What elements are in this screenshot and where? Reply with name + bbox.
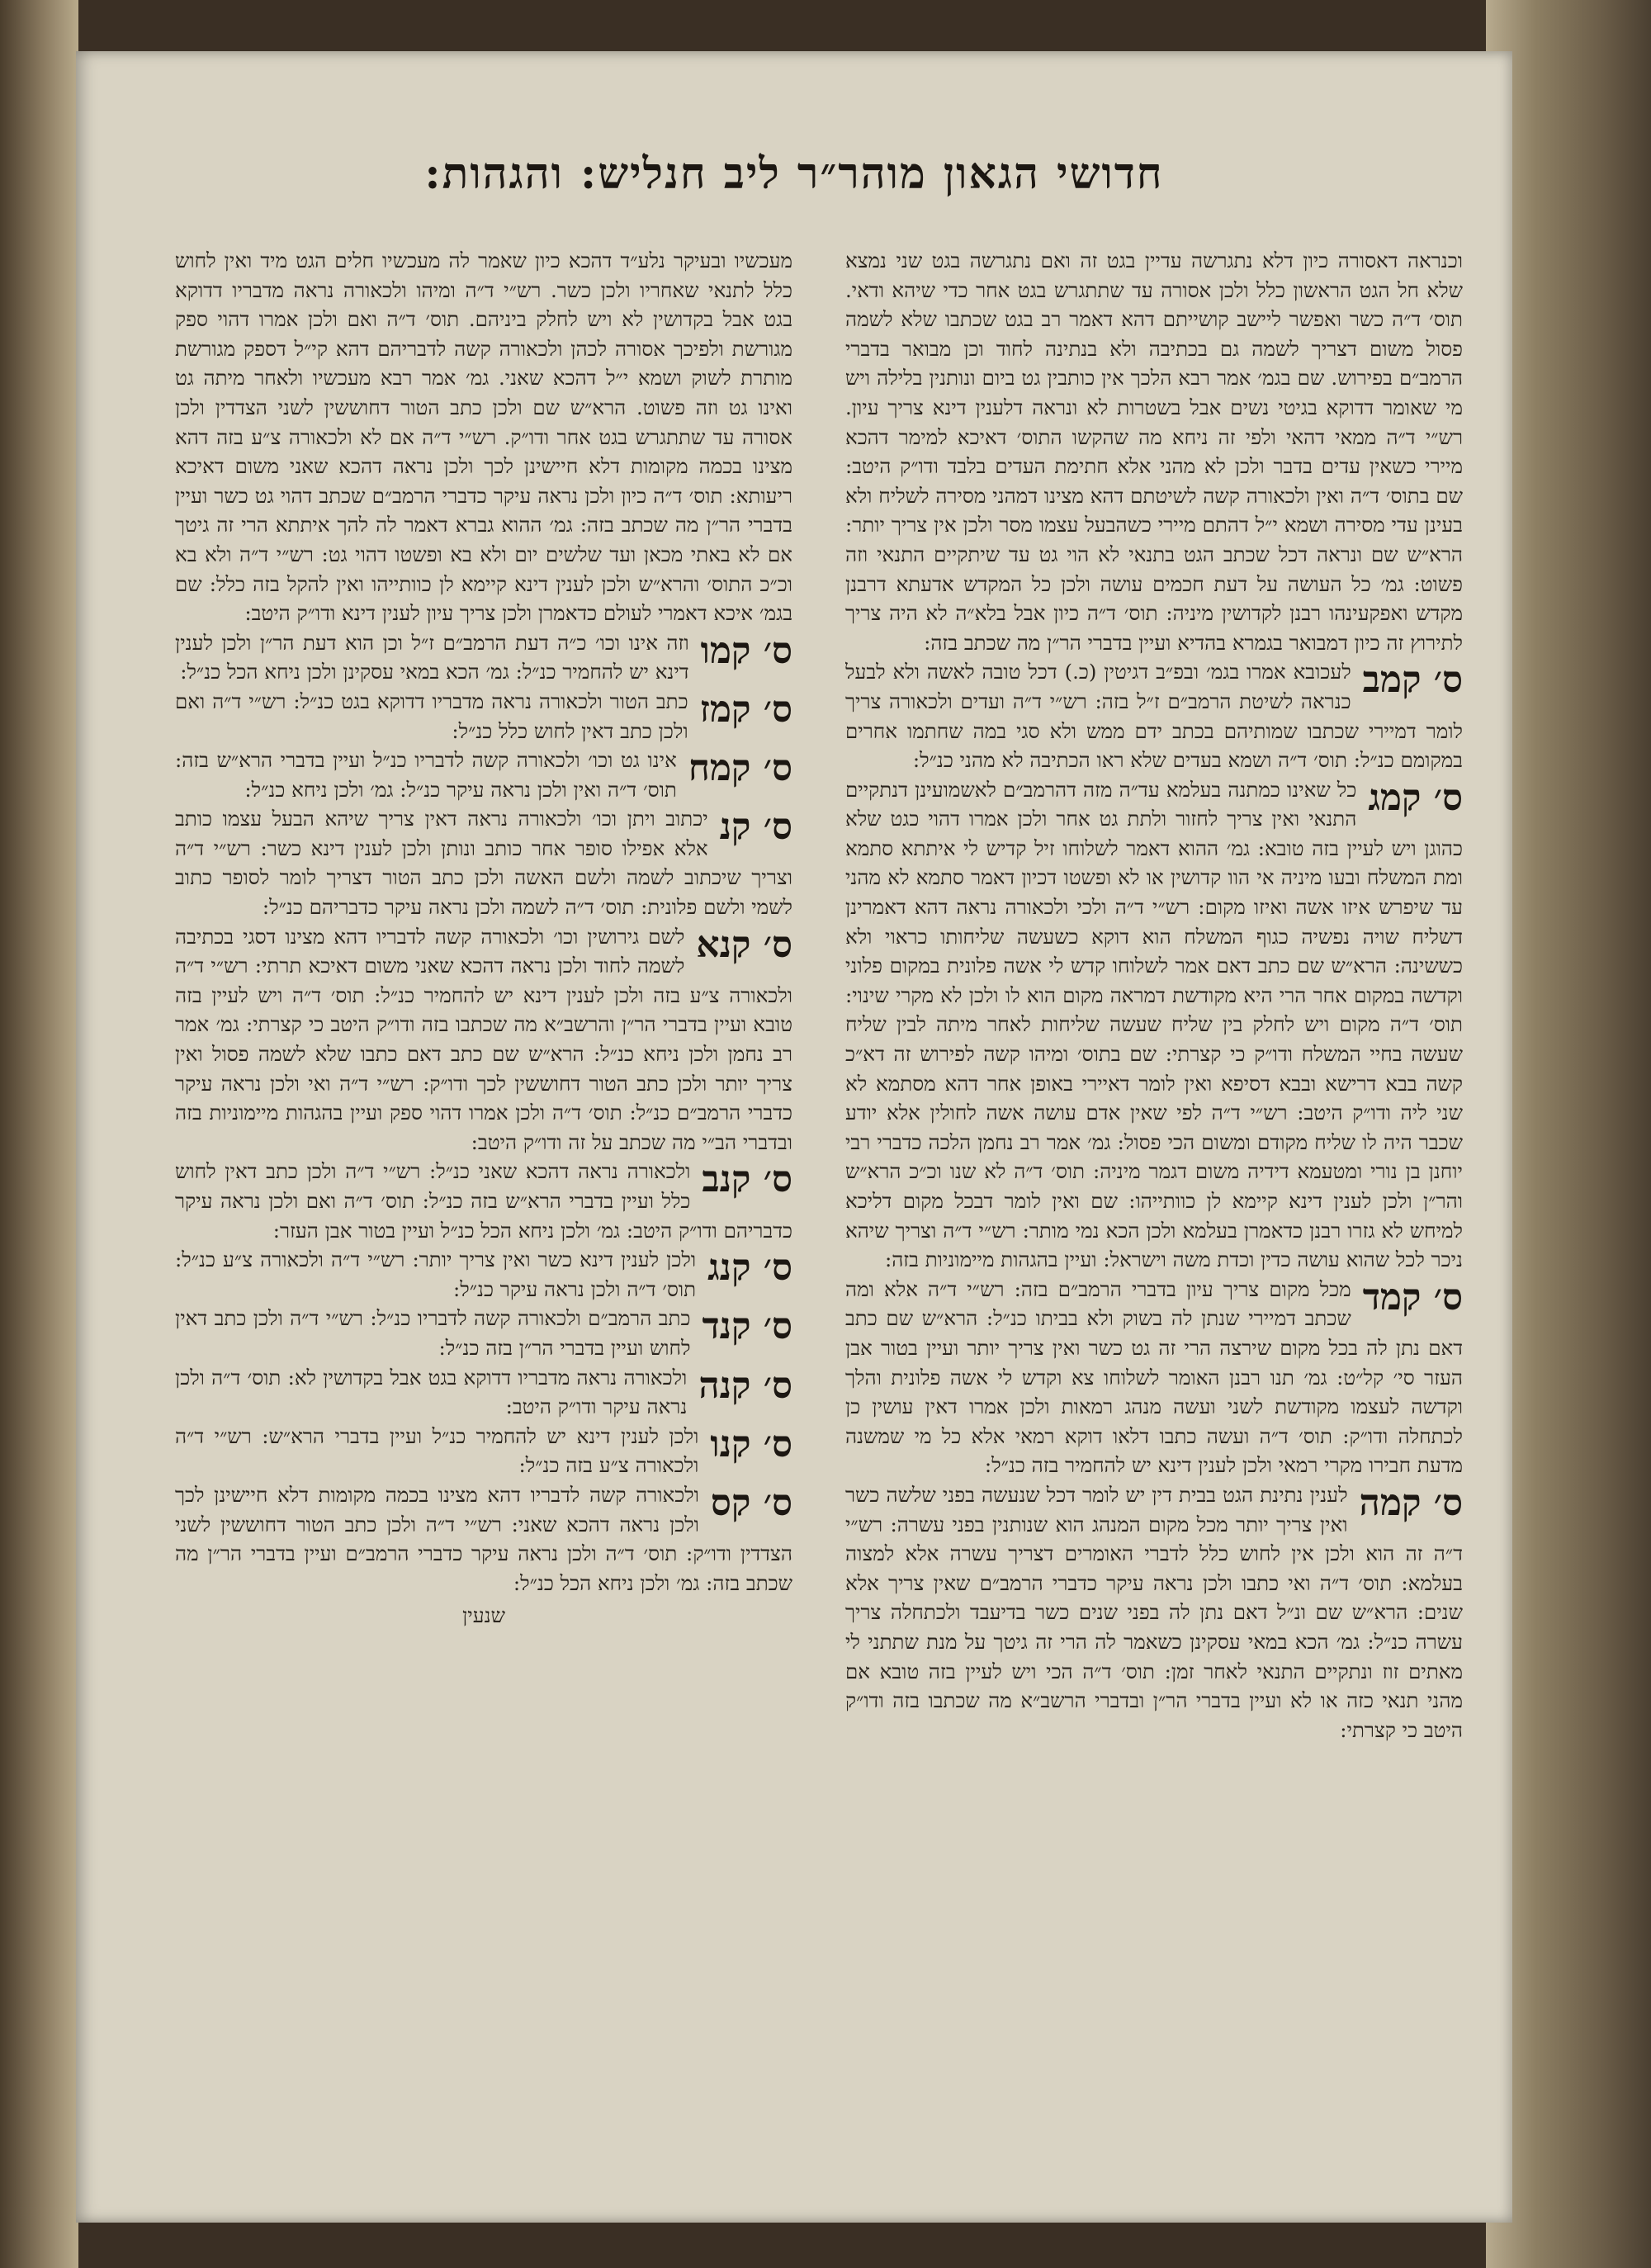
section-label: ס׳ קמב (1362, 659, 1463, 702)
section-143 (845, 775, 1463, 1275)
section-label: ס׳ קמו (700, 629, 792, 672)
right-column (845, 246, 1463, 2186)
section-label: ס׳ קמה (1359, 1481, 1463, 1524)
section-text: לעכובא אמרו בגמ׳ ובפ״ב דגיטין (כ.) דכל טובה לאשה ולא לבעל כנראה לשיטת הרמב״ם ז״ל בזה: רש״י ד״ה ועדים ולכאורה צריך לומר דמיירי שכתבו שמותיהם בכתב ידם ממש ולא סגי במה שחתמו אחרים במקומם כנ״ל: תוס׳ ד״ה ושמא בעדים שלא ראו הכתיבה לא מהני כנ״ל: (845, 660, 1463, 773)
section-label: ס׳ קנד (702, 1305, 792, 1348)
section-text: ולכאורה נראה דהכא שאני כנ״ל: רש״י ד״ה ולכן כתב דאין לחוש כלל ועיין בדברי הרא״ש בזה כנ״ל: תוס׳ ד״ה ואם ולכן נראה עיקר כדבריהם ודו״ק היטב: גמ׳ ולכן ניחא הכל כנ״ל ועיין בטור אבן העזר: (175, 1159, 792, 1243)
section-151 (175, 922, 792, 1158)
section-text: יכתוב ויתן וכו׳ ולכאורה נראה דאין צריך שיהא הבעל עצמו כותב אלא אפילו סופר אחר כותב ונותן ולכן לענין דינא כשר: רש״י ד״ה וצריך שיכתוב לשמה ולשם האשה ולכן כתב הטור דצריך לומר לסופר כתוב לשמי ולשם פלונית: תוס׳ ד״ה לשמה ולכן נראה עיקר כדבריהם כנ״ל: (175, 807, 792, 920)
section-148 (175, 746, 792, 804)
section-147 (175, 687, 792, 746)
book-binding-left (0, 0, 78, 2268)
left-column-intro: מעכשיו ובעיקר נלע״ד דהכא כיון שאמר לה מעכשיו חלים הגט מיד ואין לחוש כלל לתנאי שאחריו ולכן כשר. רש״י ד״ה ומיהו ולכאורה נראה מדבריו דדוקא בגט אבל בקדושין לא ויש לחלק ביניהם. תוס׳ ד״ה ואם ולכן אמרו דהוי ספק מגורשת ולפיכך אסורה לכהן ולכאורה קשה לדבריהם דהא קי״ל דספק מגורשת מותרת לשוק ושמא י״ל דהכא שאני. גמ׳ אמר רבא מעכשיו ולאחר מיתה גט ואינו גט וזה פשוט. הרא״ש שם ולכן כתב הטור דחוששין לשני הצדדין ולכן אסורה עד שתתגרש בגט אחר ודו״ק. רש״י ד״ה אם לא ולכאורה צ״ע בזה דהא מצינו בכמה מקומות דלא חיישינן לכך ולכן נראה דהכא שאני משום דאיכא ריעותא: תוס׳ ד״ה כיון ולכן נראה עיקר כדברי הרמב״ם שכתב דהוי גט כשר ועיין בדברי הר״ן מה שכתב בזה: גמ׳ ההוא גברא דאמר לה להך איתתא הרי זה גיטך אם לא באתי מכאן ועד שלשים יום ולא בא ופשטו דהוי גט: רש״י ד״ה ולא בא וכ״כ התוס׳ והרא״ש ולכן לענין דינא קיימא לן כוותייהו ואין להקל בזה כלל: שם בגמ׳ איכא דאמרי לעולם כדאמרן ולכן צריך עיון לענין דינא ודו״ק היטב: (175, 249, 792, 626)
section-text: ולכן לענין דינא כשר ואין צריך יותר: רש״י ד״ה ולכאורה צ״ע כנ״ל: תוס׳ ד״ה ולכן נראה עיקר כנ״ל: (175, 1248, 697, 1301)
section-text: לשם גירושין וכו׳ ולכאורה קשה לדבריו דהא מצינו דסגי בכתיבה לשמה לחוד ולכן נראה דהכא שאני משום דאיכא תרתי: רש״י ד״ה ולכאורה צ״ע בזה ולכן לענין דינא יש להחמיר כנ״ל: תוס׳ ד״ה ויש לעיין בזה טובא ועיין בדברי הר״ן והרשב״א מה שכתבו בזה ודו״ק היטב כי קצרתי: גמ׳ אמר רב נחמן ולכן ניחא כנ״ל: הרא״ש שם כתב דאם כתבו שלא לשמה פסול ואין צריך יותר ולכן כתב הטור דחוששין לכך ודו״ק: רש״י ד״ה ואי ולכן נראה עיקר כדברי הרמב״ם כנ״ל: תוס׳ ד״ה ולכן אמרו דהוי ספק ועיין בהגהות מיימוניות בזה ובדברי הב״י מה שכתב על זה ודו״ק היטב: (175, 924, 792, 1154)
section-label: ס׳ קמח (688, 747, 792, 790)
section-label: ס׳ קמז (699, 688, 792, 731)
section-153 (175, 1245, 792, 1304)
catchword: שנעין (462, 1603, 505, 1628)
section-142 (845, 657, 1463, 774)
section-155 (175, 1363, 792, 1422)
section-text: מכל מקום צריך עיון בדברי הרמב״ם בזה: רש״י ד״ה אלא ומה שכתב דמיירי שנתן לה בשוק ולא בביתו כנ״ל: הרא״ש שם כתב דאם נתן לה בכל מקום שירצה הרי זה גט כשר ואין צריך יותר ועיין בטור אבן העזר סי׳ קל״ט: גמ׳ תנו רבנן האומר לשלוחו צא וקדש לי אשה פלונית והלך וקדשה לעצמו מקודשת לשני ועשה מנהג רמאות ולכן אמרו דאין עושין כן לכתחלה ודו״ק: תוס׳ ד״ה ועשה כתבו דלאו דוקא רמאי אלא כל מי שמשנה מדעת חבירו מקרי רמאי ולכן לענין דינא יש להחמיר בזה כנ״ל: (845, 1276, 1463, 1478)
section-label: ס׳ קנא (696, 923, 792, 966)
section-146 (175, 628, 792, 687)
section-145 (845, 1480, 1463, 1745)
section-label: ס׳ קנה (698, 1364, 792, 1407)
section-label: ס׳ קס (710, 1481, 792, 1524)
left-column (175, 246, 792, 2186)
section-144 (845, 1275, 1463, 1480)
section-text: כתב הרמב״ם ולכאורה קשה לדבריו כנ״ל: רש״י ד״ה ולכן כתב דאין לחוש ועיין בדברי הר״ן בזה כנ״ל: (175, 1306, 691, 1360)
section-text: אינו גט וכו׳ ולכאורה קשה לדבריו כנ״ל ועיין בדברי הרא״ש בזה: תוס׳ ד״ה ואין ולכן נראה עיקר כנ״ל: גמ׳ ולכן ניחא כנ״ל: (175, 748, 677, 802)
section-label: ס׳ קנ (719, 806, 792, 849)
section-text: ולכן לענין דינא יש להחמיר כנ״ל ועיין בדברי הרא״ש: רש״י ד״ה ולכאורה צ״ע בזה כנ״ל: (175, 1423, 699, 1478)
section-text: כתב הטור ולכאורה נראה מדבריו דדוקא בגט כנ״ל: רש״י ד״ה ואם ולכן כתב דאין לחוש כלל כנ״ל: (175, 689, 688, 743)
section-label: ס׳ קמד (1362, 1276, 1463, 1319)
section-text: וזה אינו וכו׳ כ״ה דעת הרמב״ם ז״ל וכן הוא דעת הר״ן ולכן לענין דינא יש להחמיר כנ״ל: גמ׳ הכא במאי עסקינן ולכן ניחא הכל כנ״ל: (175, 630, 689, 684)
page-title: חדושי הגאון מוהר״ר ליב חנליש: והגהות: (424, 149, 1164, 199)
section-156 (175, 1422, 792, 1480)
section-150 (175, 804, 792, 921)
right-column-intro: וכנראה דאסורה כיון דלא נתגרשה עדיין בגט זה ואם נתגרשה בגט שני נמצא שלא חל הגט הראשון כלל ולכן אסורה עד שתתגרש בגט אחר כדי שיהא ודאי. תוס׳ ד״ה כשר ואפשר ליישב קושייתם דהא דאמר רב בגט שכתבו שלא לשמה פסול משום דצריך לשמה גם בכתיבה ולא בנתינה לחוד וכן מבואר בדברי הרמב״ם בפירוש. שם בגמ׳ אמר רבא הלכך אין כותבין גט ביום ונותנין בלילה ויש מי שאומר דדוקא בגיטי נשים אבל בשטרות לא ונראה דלענין דינא צריך עיון. רש״י ד״ה ממאי דהאי ולפי זה ניחא מה שהקשו התוס׳ דאיכא למימר דהכא מיירי כשאין עדים בדבר ולכן לא מהני אלא חתימת העדים בלבד ודו״ק היטב: שם בתוס׳ ד״ה ואין ולכאורה קשה לשיטתם דהא מצינו דמהני מסירה לשליח ולא בעינן עדי מסירה ושמא י״ל דהתם מיירי כשהבעל עצמו מסר ולכן אין צריך יותר: הרא״ש שם ונראה דכל שכתב הגט בתנאי לא הוי גט עד שיתקיים התנאי וזה פשוט: גמ׳ כל העושה על דעת חכמים עושה ולכן כל המקדש אדעתא דרבנן מקדש ואפקעינהו רבנן לקדושין מיניה: תוס׳ ד״ה כיון אבל בלא״ה לא היה צריך לתירוץ זה כיון דמבואר בגמרא בהדיא ועיין בדברי הר״ן מה שכתב בזה: (845, 249, 1463, 655)
section-text: כל שאינו כמתנה בעלמא עד״ה מזה דהרמב״ם לאשמועינן דנתקיים התנאי ואין צריך לחזור ולתת גט אחר ולכן אמרו דהוי כגט שלא כהוגן ויש לעיין בזה טובא: גמ׳ ההוא דאמר לשלוחו זיל קדיש לי איתתא סתמא ומת המשלח ובעו מיניה אי הוו קדושין או לא ופשטו דכיון דאמר סתמא לא מהני עד שיפרש איזו אשה ואיזו מקום: רש״י ד״ה ולכי ולכאורה נראה דהא דאמרינן דשליח שויה נפשיה כגוף המשלח הוא דוקא כשעשה שליחותו כראוי ולא כששינה: הרא״ש שם כתב דאם אמר לשלוחו קדש לי אשה פלונית במקום פלוני וקדשה במקום אחר הרי היא מקודשת דמראה מקום הוא לו ולכן לא מקרי שינוי: תוס׳ ד״ה מקום ויש לחלק בין שליח שעשה שליחות לאחר מיתה לבין שליח שעשה בחיי המשלח ודו״ק כי קצרתי: שם בתוס׳ ומיהו קשה לפירוש זה דא״כ קשה בבא דרישא ובבא דסיפא ואין לומר דאיירי באופן אחר דהא מסתמא לא שני ליה ודו״ק היטב: רש״י ד״ה לפי שאין אדם עושה אשה לחולין אלא יודע שכבר היה לו שליח מקודם ומשום הכי פסול: גמ׳ אמר רב נחמן הלכה כדברי רבי יוחנן בן נורי ומטעמא דידיה משום דגמר מיניה: תוס׳ ד״ה לא שנו וכ״כ הרא״ש והר״ן ולכן לענין דינא קיימא לן כוותייהו: שם ואין לומר דבכל מקום דליכא למיחש לא גזרו רבנן כדאמרן בעלמא ולכן הכא נמי מותר: רש״י ד״ה וצריך שיהא ניכר לכל שהוא עושה כדין וכדת משה וישראל: ועיין בהגהות מיימוניות בזה: (845, 777, 1463, 1272)
section-text: ולכאורה נראה מדבריו דדוקא בגט אבל בקדושין לא: תוס׳ ד״ה ולכן נראה עיקר ודו״ק היטב: (175, 1365, 688, 1419)
section-text: לענין נתינת הגט בבית דין יש לומר דכל שנעשה בפני שלשה כשר ואין צריך יותר מכל מקום המנהג הוא שנותנין בפני עשרה: רש״י ד״ה זה הוא ולכן אין לחוש כלל לדברי האומרים דצריך עשרה אלא למצוה בעלמא: תוס׳ ד״ה ואי כתבו ולכן נראה עיקר כדברי הרמב״ם שאין צריך אלא שנים: הרא״ש שם ונ״ל דאם נתן לה בפני שנים כשר בדיעבד ולכתחלה צריך עשרה כנ״ל: גמ׳ הכא במאי עסקינן כשאמר לה הרי זה גיטך על מנת שתתני לי מאתים זוז ונתקיים התנאי לאחר זמן: תוס׳ ד״ה הכי ויש לעיין בזה טובא אם מהני תנאי כזה או לא ועיין בדברי הר״ן ובדברי הרשב״א מה שכתבו בזה ודו״ק היטב כי קצרתי: (845, 1482, 1463, 1742)
section-text: ולכאורה קשה לדבריו דהא מצינו בכמה מקומות דלא חיישינן לכך ולכן נראה דהכא שאני: רש״י ד״ה ולכן כתב הטור דחוששין לשני הצדדין ודו״ק: תוס׳ ד״ה ולכן נראה עיקר כדברי הרמב״ם ועיין בדברי הר״ן מה שכתב בזה: גמ׳ ולכן ניחא הכל כנ״ל: (175, 1482, 792, 1595)
section-label: ס׳ קנב (702, 1158, 792, 1201)
section-label: ס׳ קמג (1368, 776, 1463, 819)
section-152 (175, 1157, 792, 1245)
section-154 (175, 1304, 792, 1362)
book-page (76, 51, 1512, 2223)
section-160 (175, 1480, 792, 1598)
section-label: ס׳ קנו (710, 1423, 792, 1465)
section-label: ס׳ קנג (707, 1247, 792, 1290)
